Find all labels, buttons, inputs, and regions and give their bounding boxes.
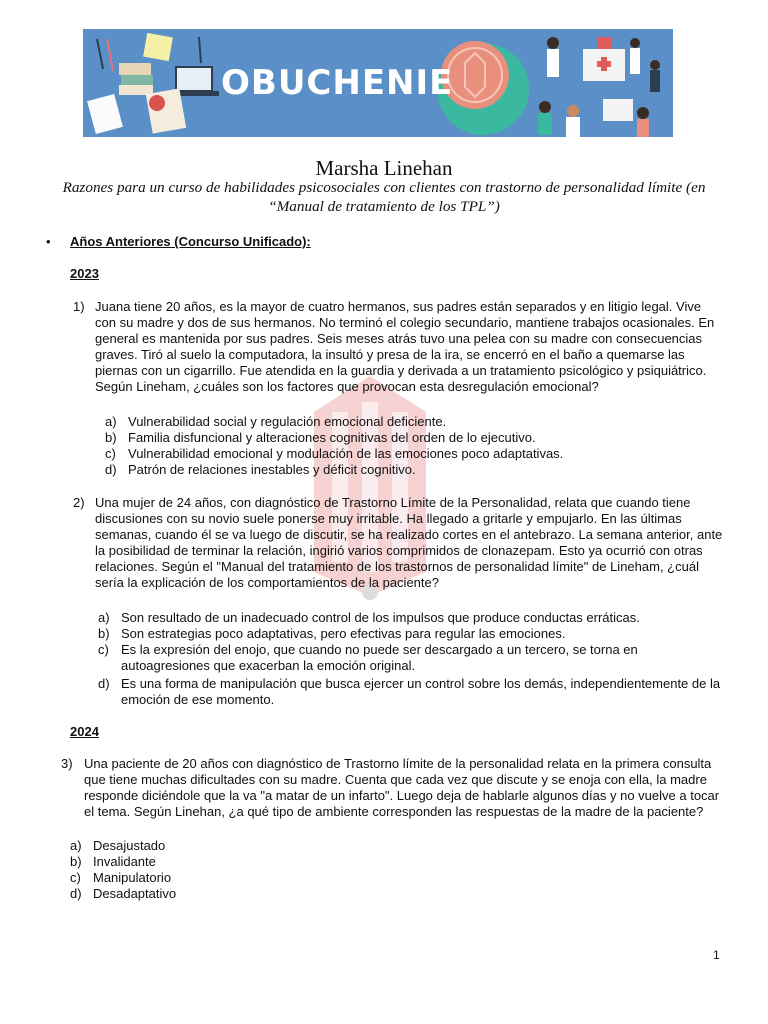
q3-option-c-letter: c)	[70, 870, 81, 885]
page-number: 1	[713, 948, 720, 962]
q2-option-d-text: Es una forma de manipulación que busca ejercer un control sobre los demás, independientemente de la emoción de ese momento.	[121, 676, 721, 707]
bullet-icon: •	[46, 234, 51, 249]
banner-brand: OBUCHENIE	[221, 63, 454, 103]
page-subtitle: Razones para un curso de habilidades psicosociales con clientes con trastorno de personalidad límite (en “Manual de tratamiento de los TPL”)	[62, 179, 706, 215]
q1-option-d-letter: d)	[105, 462, 117, 477]
q2-option-b-letter: b)	[98, 626, 110, 641]
q3-option-b-letter: b)	[70, 854, 82, 869]
year-2024-heading: 2024	[70, 724, 99, 739]
question-2-text: Una mujer de 24 años, con diagnóstico de Trastorno Límite de la Personalidad, relata que cuando tiene discusiones con su novio suele ponerse muy irritable. Ha llegado a gritarle y empujarlo. En las últimas semanas, cuando él se va luego de discutir, se ha realizado cortes en el antebrazo. La semana anterior, ante la posibilidad de terminar la relación, ingirió varios comprimidos de clonazepam. Esto ya ocurrió con otras relaciones. Según el "Manual del tratamiento de los trastornos de personalidad límite" de Lineham, ¿cuál sería la explicación de los comportamientos de la paciente?	[95, 495, 723, 590]
q2-option-c-text: Es la expresión del enojo, que cuando no puede ser descargado a un tercero, se torna en autoagresiones que exacerban la emoción original.	[121, 642, 638, 673]
q1-option-a-letter: a)	[105, 414, 117, 429]
question-3-number: 3)	[61, 756, 73, 771]
q3-option-d-letter: d)	[70, 886, 82, 901]
page-title: Marsha Linehan	[315, 156, 453, 180]
section-heading: Años Anteriores (Concurso Unificado):	[70, 234, 311, 249]
q3-option-c-text: Manipulatorio	[93, 870, 172, 885]
q2-option-d-letter: d)	[98, 676, 110, 691]
question-3-text: Una paciente de 20 años con diagnóstico de Trastorno límite de la personalidad relata en la primera consulta que tiene muchas dificultades con su madre. Cuenta que cada vez que discute y se enoja con ella, la madre responde diciéndole que la va "a matar de un infarto". Luego deja de hablarle algunos días y no vuelve a tocar el tema. Según Linehan, ¿a qué tipo de ambiente corresponden las respuestas de la madre de la paciente?	[84, 756, 720, 819]
q3-option-a-letter: a)	[70, 838, 82, 853]
q1-option-c-letter: c)	[105, 446, 116, 461]
q2-option-b-text: Son estrategias poco adaptativas, pero efectivas para regular las emociones.	[121, 626, 566, 641]
header-banner	[83, 29, 673, 137]
q3-option-d-text: Desadaptativo	[93, 886, 177, 901]
q1-option-b-letter: b)	[105, 430, 117, 445]
year-2023-heading: 2023	[70, 266, 99, 281]
q1-option-b-text: Familia disfuncional y alteraciones cognitivas del orden de lo ejecutivo.	[128, 430, 536, 445]
q3-option-b-text: Invalidante	[93, 854, 156, 869]
q1-option-c-text: Vulnerabilidad emocional y modulación de las emociones poco adaptativas.	[128, 446, 564, 461]
q2-option-a-text: Son resultado de un inadecuado control de los impulsos que produce conductas erráticas.	[121, 610, 640, 625]
q2-option-a-letter: a)	[98, 610, 110, 625]
q1-option-a-text: Vulnerabilidad social y regulación emocional deficiente.	[128, 414, 447, 429]
q2-option-c-letter: c)	[98, 642, 109, 657]
question-1-number: 1)	[73, 299, 85, 314]
q1-option-d-text: Patrón de relaciones inestables y déficit cognitivo.	[128, 462, 416, 477]
q3-option-a-text: Desajustado	[93, 838, 166, 853]
question-1-text: Juana tiene 20 años, es la mayor de cuatro hermanos, sus padres están separados y en litigio legal. Vive con su madre y dos de sus hermanos. No terminó el colegio secundario, mantiene trabajos ocasionales. En general es mantenida por sus padres. Seis meses atrás tuvo una pelea con su madre con consecuencias graves. Tiró al suelo la computadora, la insultó y presa de la ira, se encerró en el baño a quemarse las piernas con un cigarrillo. Fue atendida en la guardia y derivada a un tratamiento psicológico y psiquiátrico. Según Lineham, ¿cuáles son los factores que provocan esta desregulación emocional?	[95, 299, 715, 394]
question-2-number: 2)	[73, 495, 85, 510]
